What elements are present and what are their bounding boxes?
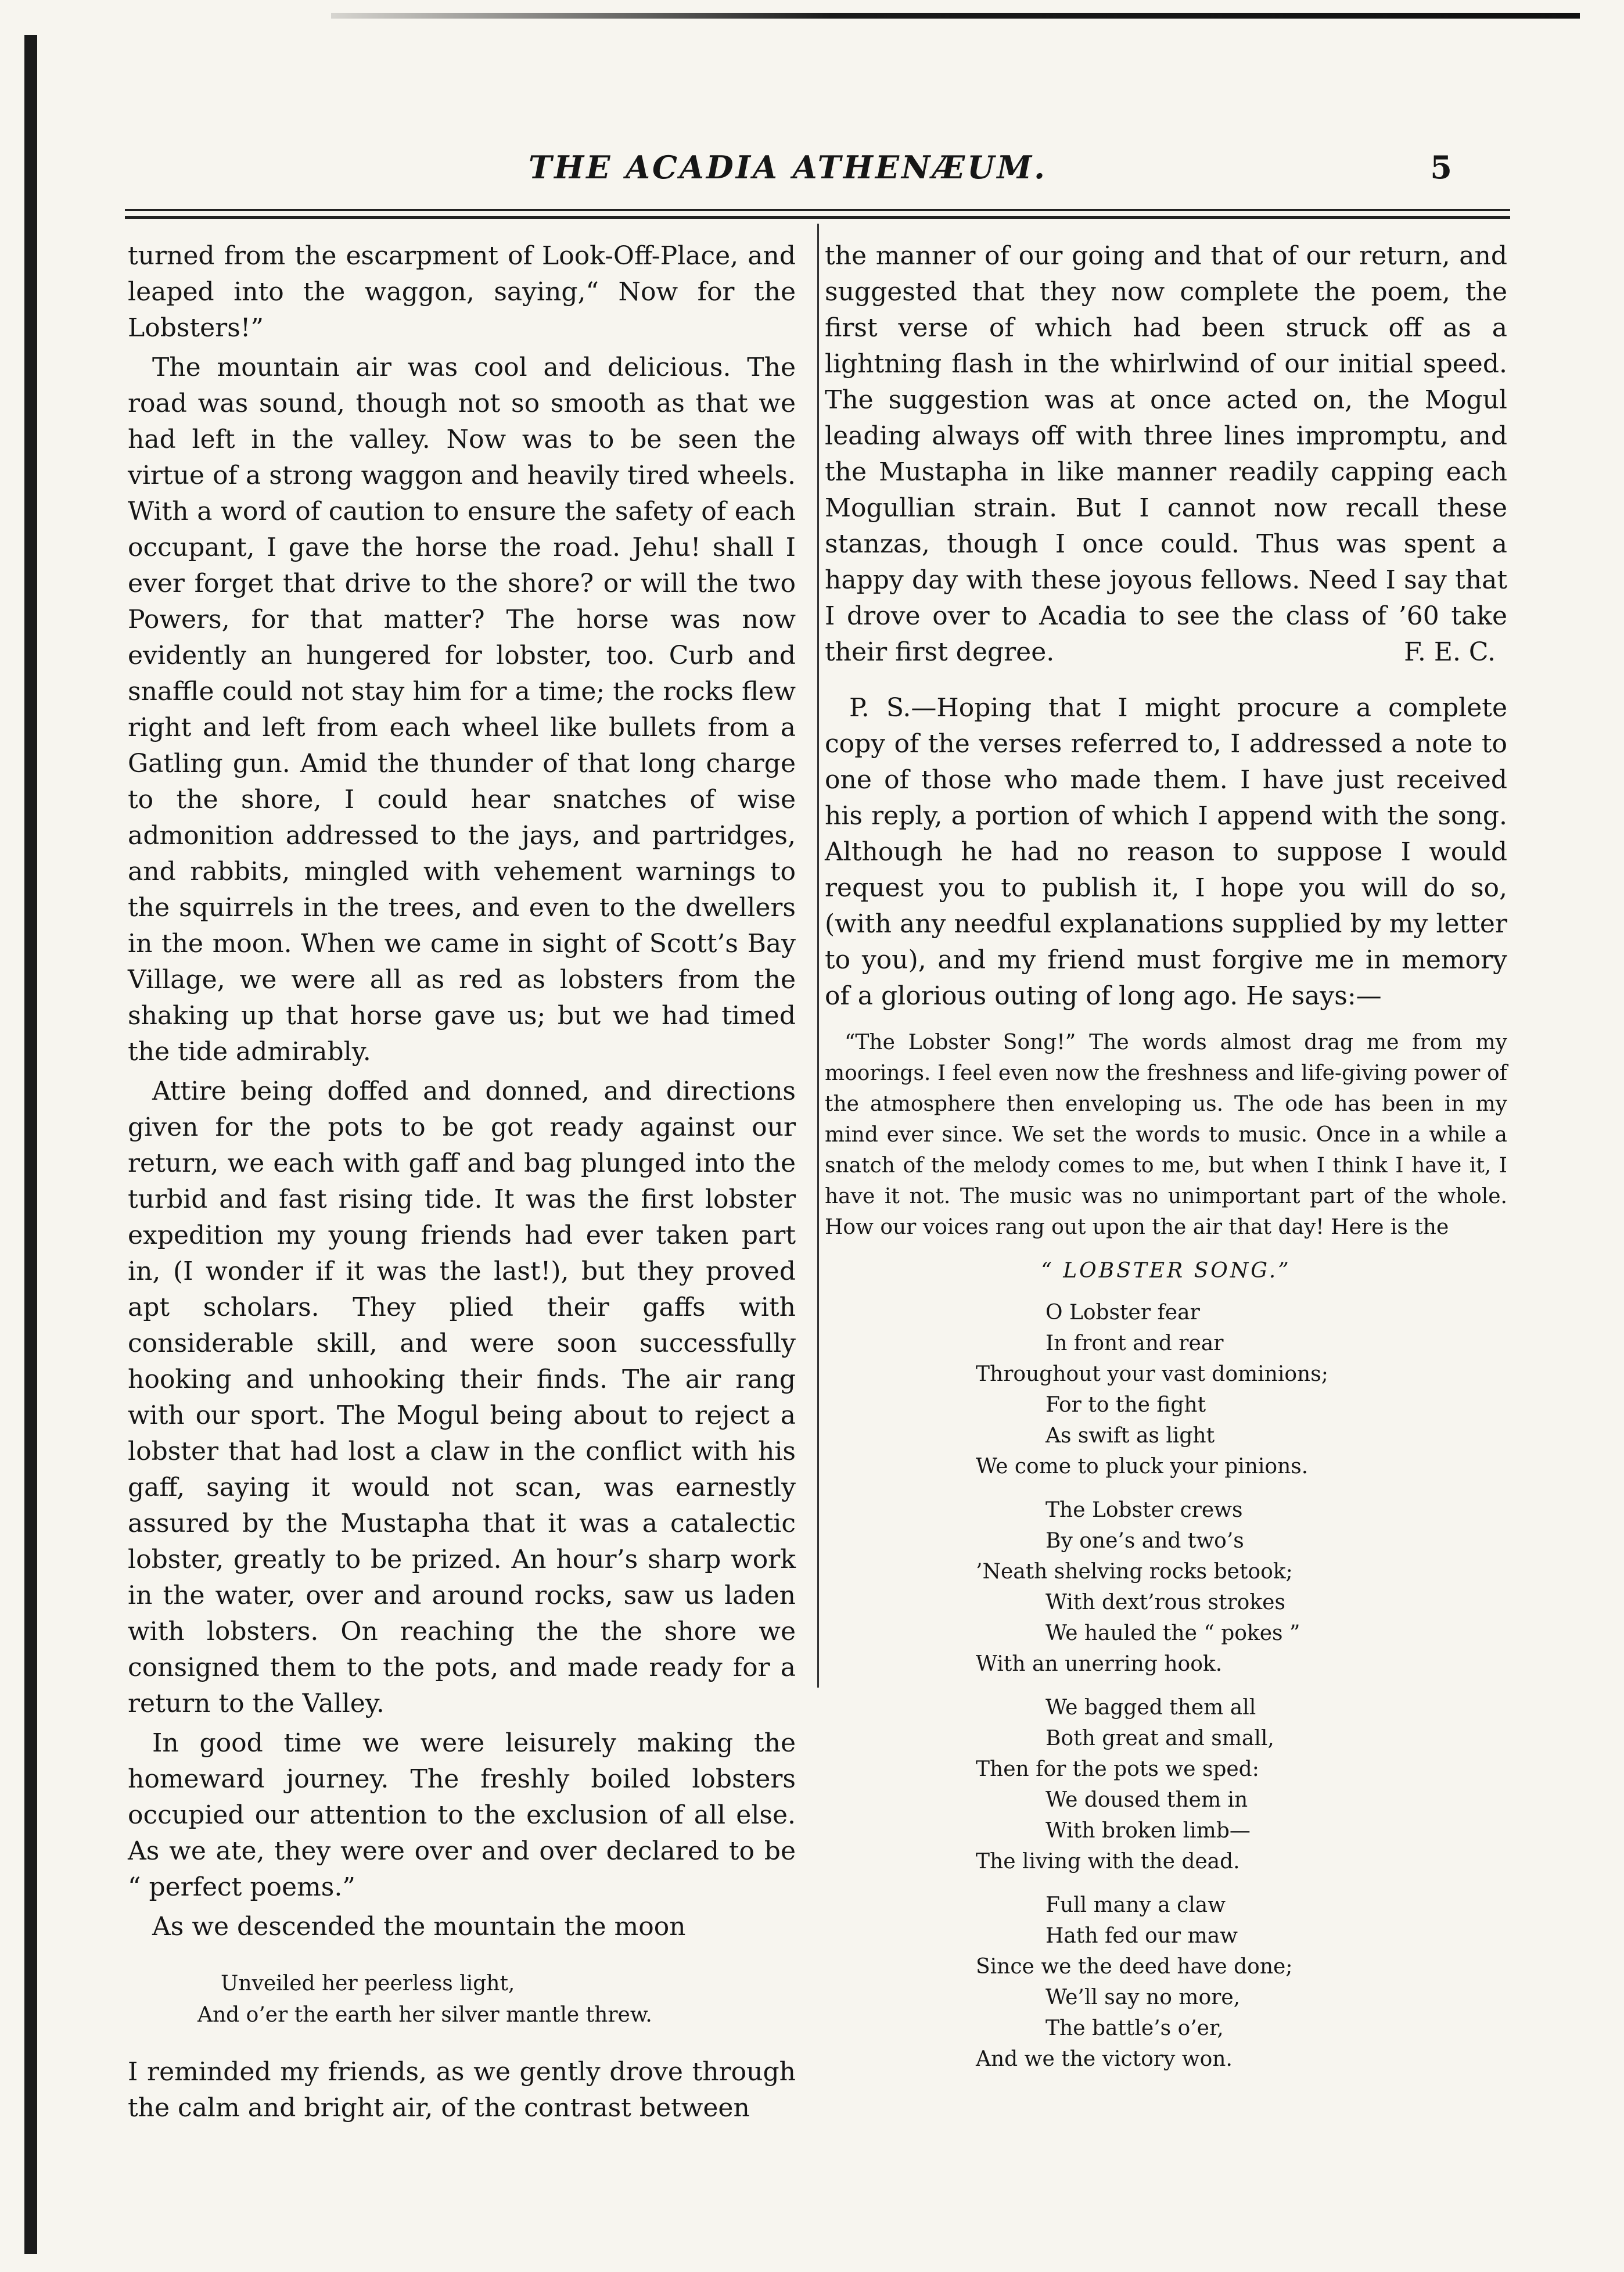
verse-line: Full many a claw (1045, 1893, 1226, 1917)
paragraph: Attire being doffed and donned, and directions given for the pots to be got ready against our return, we each with gaff and bag plunged into the turbid and fast rising tide. It was the first lobster expedition my young friends had ever taken part in, (I wonder if it was the last!), but they proved apt scholars. They plied their gaffs with considerable skill, and were soon successfully hooking and unhooking their finds. The air rang with our sport. The Mogul being about to reject a lobster that had lost a claw in the conflict with his gaff, saying it would not scan, was earnestly assured by the Mustapha that it was a catalectic lobster, greatly to be prized. An hour’s sharp work in the water, over and around rocks, saw us laden with lobsters. On reaching the the shore we consigned them to the pots, and made ready for a return to the Valley. (128, 1076, 796, 1718)
author-signature: F. E. C. (1404, 637, 1496, 667)
verse-line: With dext’rous strokes (1045, 1591, 1285, 1614)
verse-line: Both great and small, (1045, 1727, 1274, 1750)
paragraph-text: the manner of our going and that of our return, and suggested that they now complete the poem, the first verse of which had been struck off as a lightning flash in the whirlwind of our initial speed. The suggestion was at once acted on, the Mogul leading always off with three lines impromptu, and the Mustapha in like manner readily capping each Mogullian strain. But I cannot now recall these stanzas, though I once could. Thus was spent a happy day with these joyous fellows. Need I say that I drove over to Acadia to see the class of ’60 take their first degree. (825, 241, 1507, 667)
verse-line: Since we the deed have done; (976, 1955, 1293, 1979)
header-rule (125, 209, 1510, 211)
paragraph: As we descended the mountain the moon (152, 1912, 686, 1941)
verse-line: The living with the dead. (976, 1850, 1240, 1873)
running-header (128, 145, 1510, 198)
verse-line: ’Neath shelving rocks betook; (976, 1560, 1293, 1584)
quoted-reply: “The Lobster Song!” The words almost drag me from my moorings. I feel even now the freshness and life-giving power of the atmosphere then enveloping us. The ode has been in my mind ever since. We set the words to music. Once in a while a snatch of the melody comes to me, but when I think I have it, I have it not. The music was no unimportant part of the whole. How our voices rang out upon the air that day! Here is the (825, 1031, 1507, 1239)
column-divider (817, 224, 819, 1688)
verse-line: We come to pluck your pinions. (976, 1455, 1309, 1478)
song-title: “ LOBSTER SONG.” (1041, 1259, 1291, 1283)
postscript: P. S.—Hoping that I might procure a complete copy of the verses referred to, I addressed a note to one of those who made them. I have just received his reply, a portion of which I append with the song. Although he had no reason to suppose I would request you to publish it, I hope you will do so, (with any needful explanations supplied by my letter to you), and my friend must forgive me in memory of a glorious outing of long ago. He says:— (825, 693, 1507, 1011)
verse-line: Hath fed our maw (1045, 1924, 1238, 1948)
paragraph (825, 238, 1507, 670)
verse-line: The Lobster crews (1045, 1498, 1243, 1522)
verse-line: With an unerring hook. (976, 1652, 1223, 1676)
stanza (976, 1692, 1507, 1877)
header-rule (125, 216, 1510, 219)
verse-line: And we the victory won. (976, 2047, 1233, 2071)
verse-line: Then for the pots we sped: (976, 1757, 1259, 1781)
paragraph: In good time we were leisurely making the homeward journey. The freshly boiled lobsters occupied our attention to the exclusion of all else. As we ate, they were over and over declared to be “ perfect poems.” (128, 1728, 796, 1902)
verse-line: Unveiled her peerless light, (221, 1972, 515, 1995)
verse-line: For to the fight (1045, 1393, 1206, 1417)
verse-line: Throughout your vast dominions; (976, 1362, 1328, 1386)
top-rule (331, 13, 1580, 19)
verse-line: With broken limb— (1045, 1819, 1251, 1843)
verse-line: In front and rear (1045, 1331, 1224, 1355)
page-number: 5 (1430, 149, 1452, 186)
verse-line: By one’s and two’s (1045, 1529, 1244, 1553)
stanza (976, 1495, 1507, 1679)
verse-line: The battle’s o’er, (1045, 2016, 1224, 2040)
quoted-verse (197, 1968, 796, 2031)
right-column (825, 238, 1507, 2087)
left-column (128, 238, 796, 2130)
verse-line: O Lobster fear (1045, 1301, 1200, 1325)
journal-title: THE ACADIA ATHENÆUM. (529, 149, 1047, 186)
paragraph: turned from the escarpment of Look-Off-Place, and leaped into the waggon, saying,“ Now for the Lobsters!” (128, 241, 796, 343)
verse-line: We hauled the “ pokes ” (1045, 1621, 1300, 1645)
paragraph: I reminded my friends, as we gently drove through the calm and bright air, of the contrast between (128, 2057, 796, 2123)
stanza (976, 1297, 1507, 1482)
page-binding-edge (24, 35, 37, 2254)
stanza (976, 1890, 1507, 2074)
verse-line: We doused them in (1045, 1788, 1248, 1812)
verse-line: We’ll say no more, (1045, 1986, 1241, 2009)
paragraph: The mountain air was cool and delicious. The road was sound, though not so smooth as that we had left in the valley. Now was to be seen the virtue of a strong waggon and heavily tired wheels. With a word of caution to ensure the safety of each occupant, I gave the horse the road. Jehu! shall I ever forget that drive to the shore? or will the two Powers, for that matter? The horse was now evidently an hungered for lobster, too. Curb and snaffle could not stay him for a time; the rocks flew right and left from each wheel like bullets from a Gatling gun. Amid the thunder of that long charge to the shore, I could hear snatches of wise admonition addressed to the jays, and partridges, and rabbits, mingled with vehement warnings to the squirrels in the trees, and even to the dwellers in the moon. When we came in sight of Scott’s Bay Village, we were all as red as lobsters from the shaking up that horse gave us; but we had timed the tide admirably. (128, 353, 796, 1067)
verse-line: As swift as light (1045, 1424, 1215, 1448)
verse-line: We bagged them all (1045, 1696, 1256, 1720)
verse-line: And o’er the earth her silver mantle threw. (197, 2003, 652, 2027)
